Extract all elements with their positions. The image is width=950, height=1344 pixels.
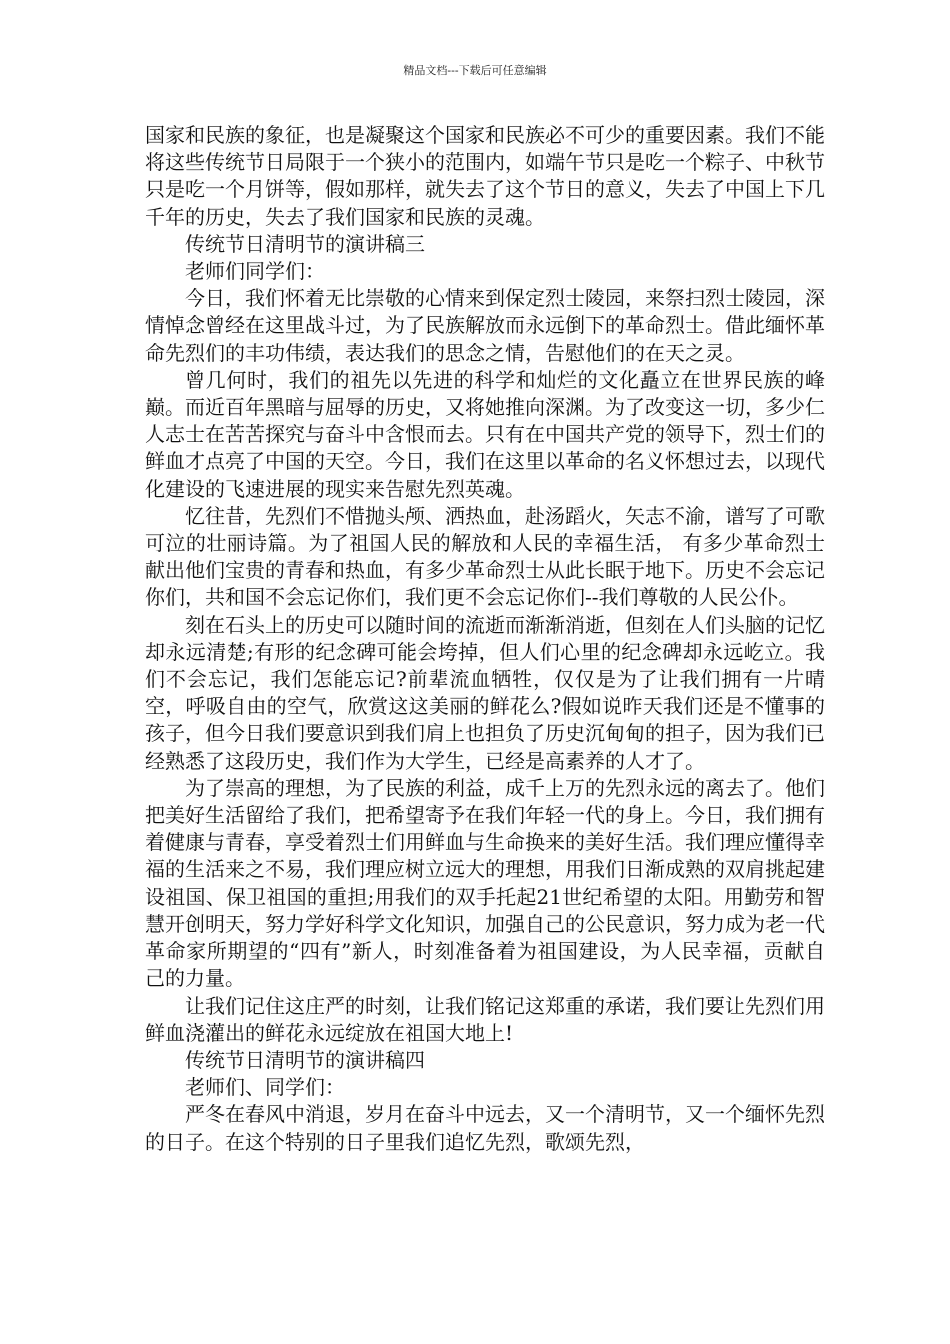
section-title: 传统节日清明节的演讲稿三 xyxy=(185,231,425,256)
paragraph: 为了崇高的理想，为了民族的利益，成千上万的先烈永远的离去了。他们把美好生活留给了我们，把希望寄予在我们年轻一代的身上。今日，我们拥有着健康与青春，享受着烈士们用鲜血与生命换来的美好生活。我们理应懂得幸福的生活来之不易，我们理应树立远大的理想，用我们日渐成熟的双肩挑起建设祖国、保卫祖国的重担;用我们的双手托起21世纪希望的太阳。用勤劳和智慧开创明天，努力学好科学文化知识，加强自己的公民意识，努力成为老一代革命家所期望的“四有”新人，时刻准备着为祖国建设，为人民幸福，贡献自己的力量。 xyxy=(145,775,825,991)
paragraph: 国家和民族的象征，也是凝聚这个国家和民族必不可少的重要因素。我们不能将这些传统节日局限于一个狭小的范围内，如端午节只是吃一个粽子、中秋节只是吃一个月饼等，假如那样，就失去了这个节日的意义，失去了中国上下几千年的历史，失去了我们国家和民族的灵魂。 xyxy=(145,123,825,229)
paragraph: 严冬在春风中消退，岁月在奋斗中远去，又一个清明节，又一个缅怀先烈的日子。在这个特别的日子里我们追忆先烈，歌颂先烈， xyxy=(145,1102,825,1154)
salutation: 老师们同学们： xyxy=(185,259,325,284)
page-header: 精品文档---下载后可任意编辑 xyxy=(403,64,547,77)
section-title: 传统节日清明节的演讲稿四 xyxy=(185,1047,425,1072)
paragraph: 让我们记住这庄严的时刻，让我们铭记这郑重的承诺，我们要让先烈们用鲜血浇灌出的鲜花永远绽放在祖国大地上! xyxy=(145,993,825,1045)
paragraph: 今日，我们怀着无比崇敬的心情来到保定烈士陵园，来祭扫烈士陵园，深情悼念曾经在这里战斗过，为了民族解放而永远倒下的革命烈士。借此缅怀革命先烈们的丰功伟绩，表达我们的思念之情，告慰他们的在天之灵。 xyxy=(145,286,825,365)
paragraph: 忆往昔，先烈们不惜抛头颅、洒热血，赴汤蹈火，矢志不渝，谱写了可歌可泣的壮丽诗篇。为了祖国人民的解放和人民的幸福生活， 有多少革命烈士献出他们宝贵的青春和热血，有多少革命烈士从此长眠于地下。历史不会忘记你们，共和国不会忘记你们，我们更不会忘记你们--我们尊敬的人民公仆。 xyxy=(145,503,825,610)
document-body xyxy=(145,122,825,1156)
paragraph: 曾几何时，我们的祖先以先进的科学和灿烂的文化矗立在世界民族的峰巅。而近百年黑暗与屈辱的历史，又将她推向深渊。为了改变这一切，多少仁人志士在苦苦探究与奋斗中含恨而去。只有在中国共产党的领导下，烈士们的鲜血才点亮了中国的天空。今日，我们在这里以革命的名义怀想过去，以现代化建设的飞速进展的现实来告慰先烈英魂。 xyxy=(145,367,825,501)
salutation: 老师们、同学们： xyxy=(185,1075,345,1100)
paragraph: 刻在石头上的历史可以随时间的流逝而渐渐消逝，但刻在人们头脑的记忆却永远清楚;有形的纪念碑可能会垮掉，但人们心里的纪念碑却永远屹立。我们不会忘记，我们怎能忘记?前辈流血牺牲，仅仅是为了让我们拥有一片晴空，呼吸自由的空气，欣赏这这美丽的鲜花么?假如说昨天我们还是不懂事的孩子，但今日我们要意识到我们肩上也担负了历史沉甸甸的担子，因为我们已经熟悉了这段历史，我们作为大学生，已经是高素养的人才了。 xyxy=(145,612,825,773)
